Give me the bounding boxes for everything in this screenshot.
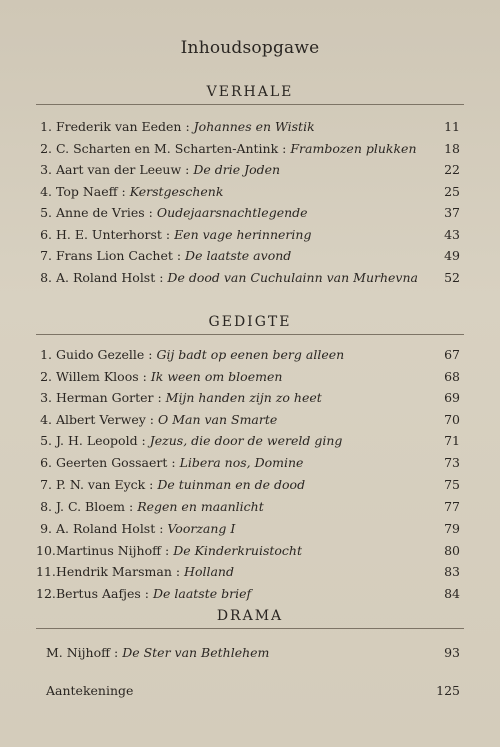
section-heading-drama: DRAMA xyxy=(216,608,284,624)
section-rule xyxy=(36,334,464,335)
notes-entry: Aantekeninge 125 xyxy=(46,683,460,698)
toc-entry: 5. J. H. Leopold : Jezus, die door de wereld ging 71 xyxy=(40,433,460,448)
toc-entry: 4. Top Naeff : Kerstgeschenk 25 xyxy=(40,184,460,199)
toc-entry: 4. Albert Verwey : O Man van Smarte 70 xyxy=(40,412,460,427)
section-rule xyxy=(36,104,464,105)
toc-entry: 8. A. Roland Holst : De dood van Cuchulainn van Murhevna 52 xyxy=(40,270,460,285)
section-rule xyxy=(36,628,464,629)
toc-entry: 8. J. C. Bloem : Regen en maanlicht 77 xyxy=(40,499,460,514)
toc-entry: 1. Guido Gezelle : Gij badt op eenen berg alleen 67 xyxy=(40,347,460,362)
toc-entry: 6. H. E. Unterhorst : Een vage herinnering 43 xyxy=(40,227,460,242)
toc-entry: 7. Frans Lion Cachet : De laatste avond 49 xyxy=(40,248,460,263)
toc-entry: 9. A. Roland Holst : Voorzang I 79 xyxy=(40,521,460,536)
toc-entry: 7. P. N. van Eyck : De tuinman en de dood 75 xyxy=(40,477,460,492)
toc-entry: 12.Bertus Aafjes : De laatste brief 84 xyxy=(36,586,460,601)
toc-entry: M. Nijhoff : De Ster van Bethlehem 93 xyxy=(46,645,460,660)
section-heading-verhale: VERHALE xyxy=(206,84,294,100)
section-heading-gedigte: GEDIGTE xyxy=(208,314,292,330)
toc-entry: 11.Hendrik Marsman : Holland 83 xyxy=(36,564,460,579)
page-title: Inhoudsopgawe xyxy=(180,38,320,58)
toc-entry: 2. Willem Kloos : Ik ween om bloemen 68 xyxy=(40,369,460,384)
toc-entry: 1. Frederik van Eeden : Johannes en Wistik 11 xyxy=(40,119,460,134)
toc-entry: 3. Herman Gorter : Mijn handen zijn zo heet 69 xyxy=(40,390,460,405)
toc-entry: 6. Geerten Gossaert : Libera nos, Domine 73 xyxy=(40,455,460,470)
toc-entry: 10.Martinus Nijhoff : De Kinderkruistocht 80 xyxy=(36,543,460,558)
toc-entry: 5. Anne de Vries : Oudejaarsnachtlegende 37 xyxy=(40,205,460,220)
toc-entry: 2. C. Scharten en M. Scharten-Antink : Frambozen plukken 18 xyxy=(40,141,460,156)
toc-entry: 3. Aart van der Leeuw : De drie Joden 22 xyxy=(40,162,460,177)
